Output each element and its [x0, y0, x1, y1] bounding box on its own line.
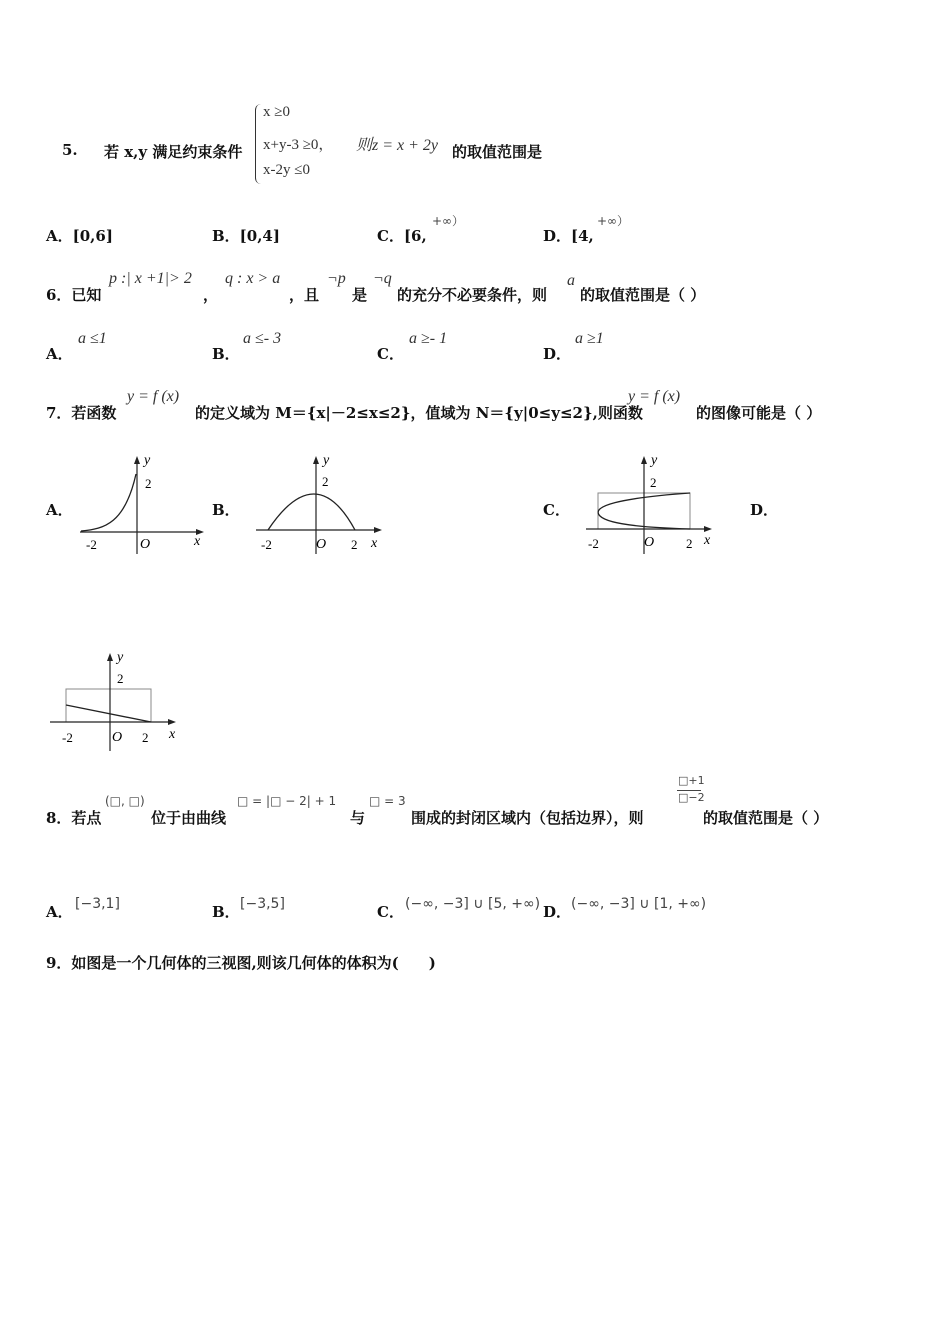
q7-option-d[interactable]: D． [750, 501, 779, 519]
q6-proposition-p: p :| x +1|> 2 [109, 270, 192, 287]
tick-label-neg2: -2 [62, 730, 73, 745]
q6-not-p: ¬p [327, 270, 346, 287]
q7-option-b[interactable]: B． [212, 501, 240, 519]
q8-option-d-math: (−∞, −3] ∪ [1, +∞) [571, 896, 707, 912]
q5-constraint-2: x+y-3 ≥0， [263, 137, 334, 153]
q8-stem-suffix: 的取值范围是（ ） [703, 809, 829, 827]
q8-option-a[interactable]: A． [46, 903, 73, 921]
q8-option-b[interactable]: B． [212, 903, 240, 921]
q5-option-c-math: +∞） [432, 214, 465, 228]
tick-label-2: 2 [322, 474, 329, 489]
axis-label-x: x [371, 536, 378, 551]
q7-graph-a[interactable] [70, 448, 220, 556]
q8-fraction-denominator: □−2 [678, 791, 705, 804]
q8-line: □ = 3 [369, 794, 406, 808]
q6-stem-prefix: 6．已知 [46, 286, 102, 304]
q6-stem-suffix: 的取值范围是（ ） [580, 286, 706, 304]
axis-label-y: y [651, 453, 658, 468]
q5-option-d[interactable]: D．[4, [543, 227, 594, 245]
q6-option-a-math: a ≤1 [78, 330, 107, 347]
q8-curve: □ = |□ − 2| + 1 [237, 794, 337, 808]
q8-option-c[interactable]: C． [377, 903, 404, 921]
q7-graph-c[interactable] [580, 448, 730, 556]
tick-label-2: 2 [145, 476, 152, 491]
q7-stem-suffix: 的图像可能是（ ） [696, 404, 822, 422]
q7-function-1: y = f (x) [127, 388, 180, 405]
axis-label-x: x [169, 727, 176, 742]
q6-is: 是 [352, 286, 368, 304]
q5-objective: 则z = x + 2y [356, 137, 439, 154]
q6-not-q: ¬q [373, 270, 392, 287]
q6-option-a[interactable]: A． [46, 345, 73, 363]
q5-stem-prefix: 若 x,y 满足约束条件 [104, 143, 243, 161]
origin-label: O [316, 537, 327, 552]
tick-label-neg2: -2 [588, 536, 599, 551]
q5-option-a[interactable]: A．[0,6] [46, 227, 113, 245]
q8-with: 与 [350, 809, 366, 827]
q5-option-d-math: +∞） [597, 214, 630, 228]
q6-option-c-math: a ≥- 1 [409, 330, 448, 347]
q8-stem-part-3: 围成的封闭区域内（包括边界），则 [411, 809, 644, 827]
axis-label-y: y [117, 650, 124, 665]
q6-proposition-q: q : x > a [225, 270, 281, 287]
q8-point: (□, □) [105, 794, 145, 808]
q5-option-c[interactable]: C．[6, [377, 227, 427, 245]
q5-constraint-3: x-2y ≤0 [263, 162, 310, 178]
q6-comma: ， [203, 286, 219, 304]
q6-variable-a: a [567, 272, 575, 289]
q8-option-a-math: [−3,1] [75, 896, 120, 912]
origin-label: O [140, 537, 151, 552]
q5-option-b[interactable]: B．[0,4] [212, 227, 280, 245]
q6-and: ，且 [289, 286, 320, 304]
q6-option-d[interactable]: D． [543, 345, 572, 363]
axis-label-x: x [194, 534, 201, 549]
axis-label-x: x [704, 533, 711, 548]
q8-stem-part-2: 位于由曲线 [151, 809, 227, 827]
q6-option-c[interactable]: C． [377, 345, 404, 363]
q7-stem-prefix: 7．若函数 [46, 404, 117, 422]
tick-label-neg2: -2 [261, 537, 272, 552]
q6-option-b[interactable]: B． [212, 345, 240, 363]
tick-label-2: 2 [650, 475, 657, 490]
q9-stem: 9．如图是一个几何体的三视图,则该几何体的体积为( ) [46, 954, 436, 972]
q7-stem-middle: 的定义域为 M＝{x|－2≤x≤2}，值域为 N＝{y|0≤y≤2},则函数 [195, 404, 643, 422]
axis-label-y: y [144, 453, 151, 468]
constraint-brace [255, 104, 262, 184]
q7-option-a[interactable]: A． [46, 501, 73, 519]
tick-label-2: 2 [351, 537, 358, 552]
q7-graph-b[interactable] [250, 448, 400, 556]
origin-label: O [644, 535, 655, 550]
q7-graph-d[interactable] [44, 645, 194, 753]
q8-option-d[interactable]: D． [543, 903, 572, 921]
q6-stem-middle: 的充分不必要条件，则 [397, 286, 548, 304]
q6-option-d-math: a ≥1 [575, 330, 604, 347]
tick-label-2: 2 [117, 671, 124, 686]
tick-label-2: 2 [142, 730, 149, 745]
q8-option-b-math: [−3,5] [240, 896, 285, 912]
axis-label-y: y [323, 453, 330, 468]
origin-label: O [112, 730, 123, 745]
tick-label-2: 2 [686, 536, 693, 551]
q7-function-2: y = f (x) [628, 388, 681, 405]
q8-stem-prefix: 8．若点 [46, 809, 102, 827]
q5-stem-suffix: 的取值范围是 [452, 143, 543, 161]
q7-option-c[interactable]: C． [543, 501, 570, 519]
q8-fraction-numerator: □+1 [678, 774, 705, 787]
q6-option-b-math: a ≤- 3 [243, 330, 282, 347]
q5-number: 5. [62, 141, 78, 159]
q5-constraint-1: x ≥0 [263, 104, 290, 120]
q8-option-c-math: (−∞, −3] ∪ [5, +∞) [405, 896, 541, 912]
tick-label-neg2: -2 [86, 537, 97, 552]
